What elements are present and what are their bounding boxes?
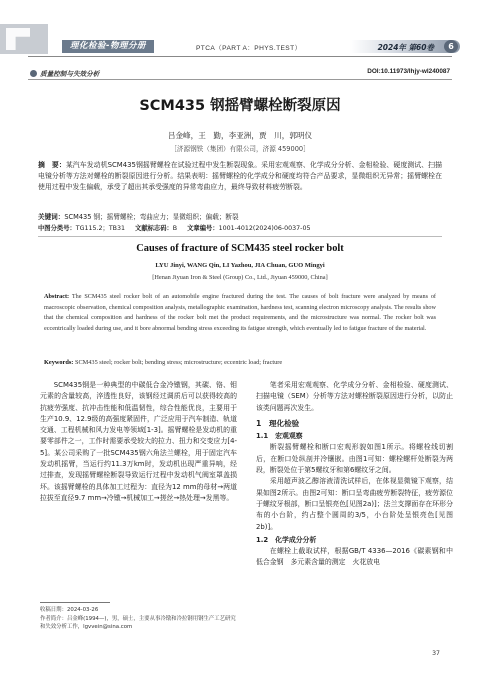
divider [38,236,442,237]
header-rule [28,56,452,57]
authors-en: LYU Jinyi, WANG Qin, LI Yazhou, JIA Chuan, GUO Mingyi [155,262,325,269]
footnote [40,606,240,632]
header-band [0,0,480,58]
title-en: Causes of fracture of SCM435 steel rocker bolt [136,243,344,254]
body-left-column [40,380,237,504]
doi: DOI:10.11973/lhjy-wl240087 [367,68,450,75]
journal-name: PTCA（PART A：PHYS.TEST） [196,45,302,52]
doc-code-label: 文献标志码： [135,225,173,232]
subsection-heading: 1.1 宏观观察 [256,432,303,441]
received-date: 收稿日期：2024-03-26 [40,607,99,613]
paragraph: 采用超声波乙醇溶液清洗试样后，在体视显微镜下观察，结果如图2所示。由图2可知：断口呈弯曲疲劳断裂特征，疲劳源位于螺纹牙根部，断口呈银亮色[见图2a)]；法兰支撑面存在环形分布的小台阶，约占整个圆周的3/5，小台阶处呈银亮色[见图2b)]。 [256,477,453,531]
section-tag [30,68,99,78]
abstract-en-label: Abstract: [44,293,70,300]
journal-logo [0,24,48,54]
keywords-en-label: Keywords: [44,359,74,366]
body-right-column [256,380,453,569]
paragraph: 断裂摇臂螺栓和断口宏观形貌如图1所示。将螺栓线切割后，在断口处纵剖并冷镶嵌。由图1可知：螺栓螺杆处断裂为两段，断裂处位于第5螺纹牙和第6螺纹牙之间。 [256,443,453,475]
page-number: 37 [432,650,440,657]
doc-code [135,223,177,232]
doc-code-value: B [172,225,178,232]
abstract-en-text: The SCM435 steel rocker bolt of an automobile engine fractured during the test. The causes of bolt fracture were analyzed by means of macroscopic observation, chemical composition analysis, metallographic examination, hardness test, scanning electron microscopy analysis. The results show that the chemical composition and hardness of the rocker bolt met the product requirements, and the microstructure was normal. The rocker bolt was eccentrically loaded during use, and it bore abnormal bending stress exceeding its fatigue strength, which eventually led to fatigue fracture of the material. [44,293,436,332]
article-no-value: 1001-4012(2024)06-0037-05 [218,225,311,232]
abstract-en [44,292,436,334]
section-heading: 1 理化检验 [256,418,300,428]
section-icon [30,70,37,77]
authors-cn: 吕金峰，王 勤，李亚洲，贾 川，郭明仪 [167,131,313,140]
section-tag-label: 质量控制与失效分析 [40,70,100,78]
keywords-cn-label: 关键词： [38,213,65,221]
paragraph: 笔者采用宏观观察、化学成分分析、金相检验、硬度测试、扫描电镜（SEM）分析等方法对螺栓断裂原因进行分析，以防止该类问题再次发生。 [256,381,453,412]
subsection-heading: 1.2 化学成分分析 [256,535,317,544]
paragraph: 在螺栓上截取试样，根据GB/T 4336—2016《碳素钢和中低合金钢 多元素含量的测定 火花放电 [256,547,453,567]
year-issue: 2024年 第60卷 [377,43,434,52]
keywords-en-text: SCM435 steel; rocker bolt; bending stress; microstructure; eccentric load; fracture [74,359,283,366]
affiliation-cn: ［济源钢铁（集团）有限公司，济源 459000］ [170,145,310,153]
affiliation-en: [Henan Jiyuan Iron & Steel (Group) Co., Ltd., Jiyuan 459000, China] [152,274,328,281]
footnote-rule [40,602,110,603]
abstract-cn-text: 某汽车发动机SCM435钢摇臂螺栓在试验过程中发生断裂现象。采用宏观观察、化学成分分析、金相检验、硬度测试、扫描电镜分析等方法对螺栓的断裂原因进行分析。结果表明：摇臂螺栓的化学成分和硬度均符合产品要求，显微组织无异常；摇臂螺栓在使用过程中发生偏载，承受了超出其承受强度的异常弯曲应力，最终导致材料疲劳断裂。 [38,161,443,192]
paragraph: SCM435钢是一种典型的中碳低合金冷镦钢，其碳、铬、钼元素的含量较高，淬透性良好，该钢经过调质后可以获得较高的抗疲劳强度、抗冲击性能和低温韧性，综合性能优良，主要用于生产10.9、12.9级的高强度紧固件，广泛应用于汽车制造、轨道交通、工程机械和风力发电等领域[1-3]。摇臂螺栓是发动机的重要零部件之一，工作时需要承受较大的拉力、扭力和交变应力[4-5]。某公司采购了一批SCM435钢六角法兰螺栓，用于固定汽车发动机摇臂，当运行约11.3万km时，发动机出现严重异响，经过排查，发现摇臂螺栓断裂导致运行过程中发动机气阀室罩盖损坏。该摇臂螺栓的具体加工过程为：直径为12 mm的母材→两道拉拔至直径9.7 mm→冷镦→机械加工→搓丝→热处理→发黑等。 [40,381,237,502]
article-no [187,223,310,232]
article-no-label: 文章编号： [187,225,219,232]
clc-value: TG115.2；TB31 [75,225,126,232]
author-bio: 作者简介：吕金峰(1994—)，男，硕士，主要从事冷镦和冷拉钢用钢生产工艺研究和失效分析工作，lgvvein@sina.com [40,615,236,631]
keywords-cn-text: SCM435 钢；摇臂螺栓；弯曲应力；显微组织；偏载；断裂 [64,213,239,221]
abstract-cn [38,160,442,194]
issue-number: 6 [444,40,458,53]
clc-label: 中图分类号： [38,225,76,232]
meta-cn [38,223,442,232]
journal-badge: 理化检验-物理分册 [62,40,154,53]
divider [28,79,452,80]
clc [38,223,125,232]
title-cn: SCM435 钢摇臂螺栓断裂原因 [139,98,341,114]
keywords-en [44,359,436,366]
keywords-cn [38,211,442,221]
abstract-cn-label: 摘 要： [38,161,66,169]
